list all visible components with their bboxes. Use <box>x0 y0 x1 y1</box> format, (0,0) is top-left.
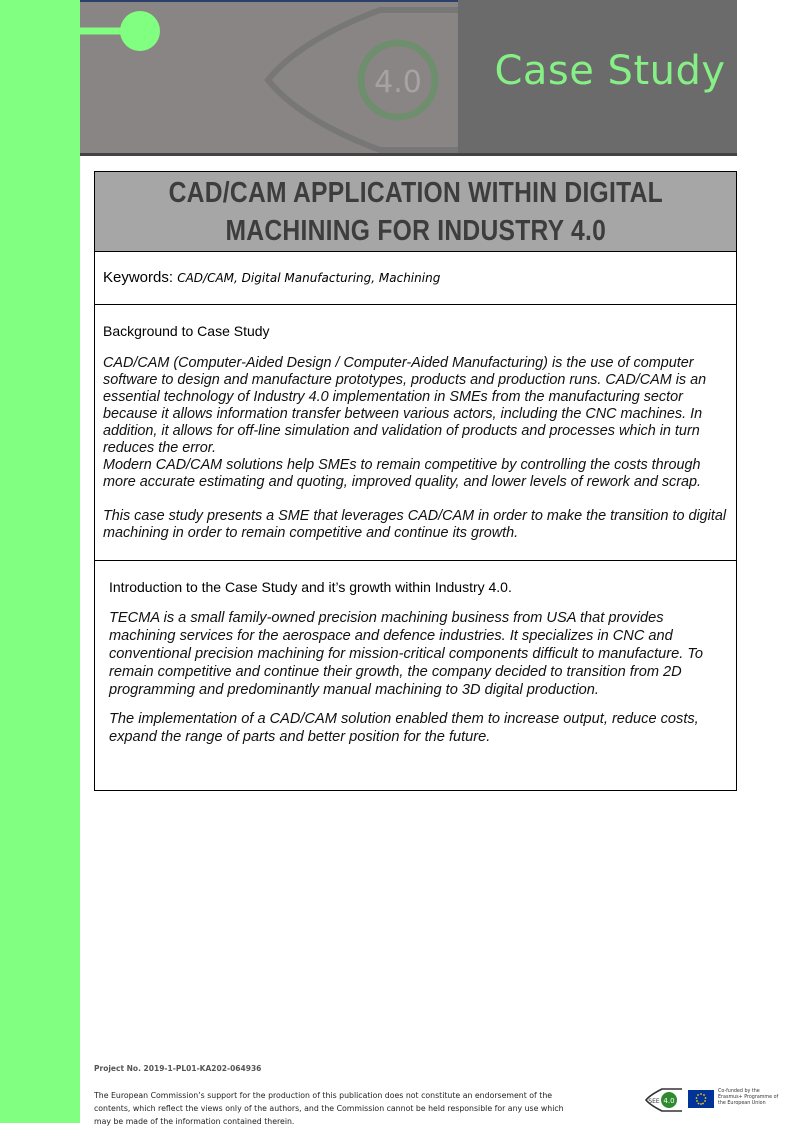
header-banner <box>80 0 737 155</box>
title-row <box>95 172 736 252</box>
background-paragraph-2: Modern CAD/CAM solutions help SMEs to remain competitive by controlling the costs through more accurate estimating and quoting, improved quality, and lower levels of rework and scrap. <box>103 457 702 490</box>
header-divider <box>80 153 737 156</box>
keywords-row <box>95 252 736 305</box>
project-number: Project No. 2019-1-PL01-KA202-064936 <box>94 1064 262 1073</box>
background-paragraph-3: This case study presents a SME that leverages CAD/CAM in order to make the transition to digital machining in order to remain competitive and continue its growth. <box>103 508 727 541</box>
case-study-table <box>94 171 737 791</box>
eu-cofunded-text: Co-funded by the Erasmus+ Programme of the European Union <box>718 1089 779 1106</box>
keywords-values: CAD/CAM, Digital Manufacturing, Machining <box>177 271 441 285</box>
footer <box>94 1064 564 1128</box>
eu-disclaimer: The European Commission’s support for the production of this publication does not constitute an endorsement of the contents, which reflect the views only of the authors, and the Commission cannot be held responsible for any use which may be made of the information contained therein. <box>94 1091 564 1126</box>
green-side-bar <box>0 0 80 1123</box>
introduction-paragraph-2: The implementation of a CAD/CAM solution enabled them to increase output, reduce costs, expand the range of parts and better position for the future. <box>109 711 699 745</box>
case-study-label: Case Study <box>494 48 726 94</box>
background-section <box>95 305 736 561</box>
introduction-section <box>95 561 736 790</box>
introduction-heading: Introduction to the Case Study and it’s growth within Industry 4.0. <box>109 579 512 595</box>
svg-text:4.0: 4.0 <box>374 65 422 100</box>
introduction-paragraph-1: TECMA is a small family-owned precision machining business from USA that provides machining services for the aerospace and defence industries. It specializes in CNC and conventional precision machining for mission-critical components difficult to manufacture. To remain competitive and continue their growth, the company decided to transition from 2D programming and predominantly manual machining to 3D digital production. <box>109 610 704 698</box>
document-title <box>168 174 662 250</box>
background-paragraph-1: CAD/CAM (Computer-Aided Design / Computer-Aided Manufacturing) is the use of computer software to design and manufacture prototypes, products and production runs. CAD/CAM is an essential technology of Industry 4.0 implementation in SMEs from the manufacturing sector because it allows information transfer between various actors, including the CNC machines. In addition, it allows for off-line simulation and validation of products and processes which in turn reduces the error. <box>103 355 707 456</box>
footer-logos <box>644 1087 784 1115</box>
title-line-1: CAD/CAM APPLICATION WITHIN DIGITAL <box>168 176 663 209</box>
svg-text:SEE: SEE <box>648 1098 660 1105</box>
see-logo-icon <box>644 1087 684 1113</box>
background-heading: Background to Case Study <box>103 323 270 339</box>
industry-graphic-icon <box>80 0 458 153</box>
eu-flag-icon <box>688 1090 714 1108</box>
keywords-label: Keywords: <box>103 269 174 286</box>
svg-text:4.0: 4.0 <box>663 1097 675 1105</box>
title-line-2: MACHINING FOR INDUSTRY 4.0 <box>225 214 606 247</box>
